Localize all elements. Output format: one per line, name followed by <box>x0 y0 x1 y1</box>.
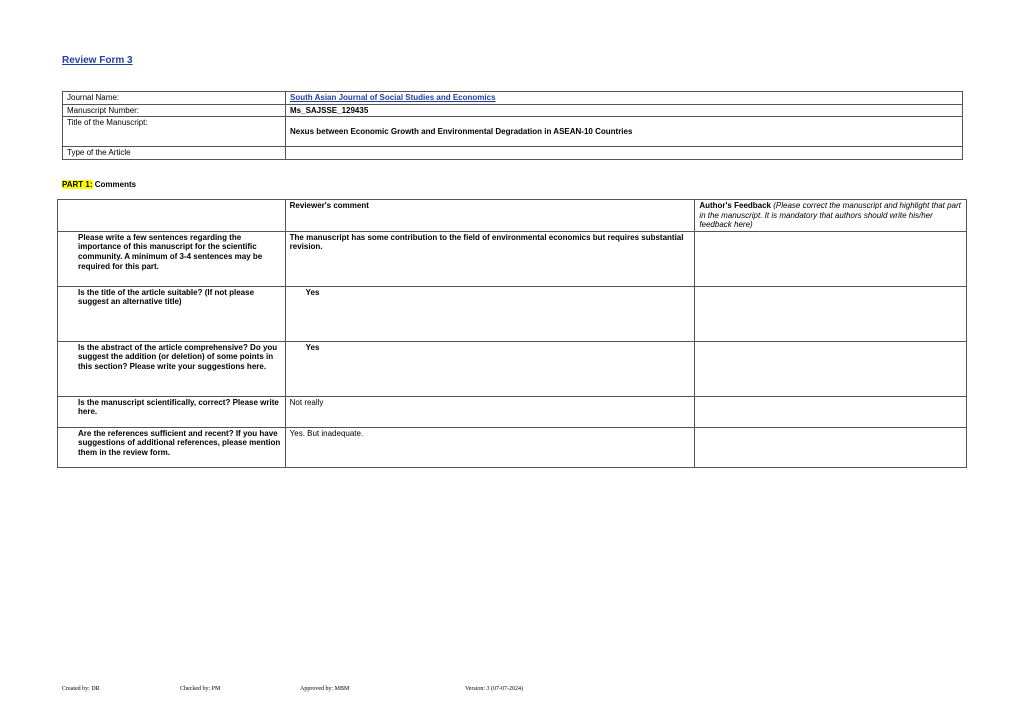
reviewer-comment: Yes <box>285 286 695 341</box>
reviewer-comment: Yes. But inadequate. <box>285 427 695 467</box>
part-heading <box>62 180 136 189</box>
author-feedback-cell[interactable] <box>695 286 967 341</box>
comment-row <box>58 427 967 467</box>
manuscript-number-value: Ms_SAJSSE_129435 <box>286 104 963 117</box>
journal-link[interactable]: South Asian Journal of Social Studies and Economics <box>290 93 496 102</box>
question-text: Is the manuscript scientifically, correct? Please write here. <box>58 396 286 427</box>
comments-table <box>57 199 967 468</box>
author-feedback-cell[interactable] <box>695 341 967 396</box>
manuscript-info-table <box>62 91 963 160</box>
article-type-row <box>63 147 963 160</box>
manuscript-title-label: Title of the Manuscript: <box>63 117 286 147</box>
comments-header-row <box>58 200 967 232</box>
comment-row <box>58 231 967 286</box>
article-type-value <box>286 147 963 160</box>
question-text: Please write a few sentences regarding the importance of this manuscript for the scientific community. A minimum of 3-4 sentences may be required for this part. <box>58 231 286 286</box>
journal-label: Journal Name: <box>63 92 286 105</box>
form-title: Review Form 3 <box>62 55 133 66</box>
comment-row <box>58 341 967 396</box>
author-feedback-cell[interactable] <box>695 427 967 467</box>
question-header <box>58 200 286 232</box>
article-type-label: Type of the Article <box>63 147 286 160</box>
comment-row <box>58 396 967 427</box>
reviewer-comment-header: Reviewer's comment <box>285 200 695 232</box>
comment-row <box>58 286 967 341</box>
author-feedback-header-bold: Author's Feedback <box>699 201 772 210</box>
author-feedback-header-note: (Please correct the manuscript and highlight that part in the manuscript. It is mandatory that authors should write his/her feedback here) <box>699 201 961 230</box>
manuscript-title-row <box>63 117 963 147</box>
reviewer-comment: Yes <box>285 341 695 396</box>
part-prefix: PART 1: <box>62 180 93 189</box>
manuscript-number-row <box>63 104 963 117</box>
manuscript-title-value: Nexus between Economic Growth and Environmental Degradation in ASEAN-10 Countries <box>286 117 963 147</box>
manuscript-number-label: Manuscript Number: <box>63 104 286 117</box>
author-feedback-cell[interactable] <box>695 231 967 286</box>
question-text: Is the abstract of the article comprehensive? Do you suggest the addition (or deletion) of some points in this section? Please write your suggestions here. <box>58 341 286 396</box>
author-feedback-header <box>695 200 967 232</box>
reviewer-comment: Not really <box>285 396 695 427</box>
reviewer-comment: The manuscript has some contribution to the field of environmental economics but requires substantial revision. <box>285 231 695 286</box>
footer-approved-by: Approved by: MBM <box>300 686 350 692</box>
author-feedback-cell[interactable] <box>695 396 967 427</box>
footer-checked-by: Checked by: PM <box>180 686 221 692</box>
footer-created-by: Created by: DR <box>62 686 100 692</box>
footer-version: Version: 3 (07-07-2024) <box>465 686 523 692</box>
question-text: Are the references sufficient and recent? If you have suggestions of additional references, please mention them in the review form. <box>58 427 286 467</box>
journal-row <box>63 92 963 105</box>
question-text: Is the title of the article suitable? (If not please suggest an alternative title) <box>58 286 286 341</box>
part-label: Comments <box>92 180 137 189</box>
